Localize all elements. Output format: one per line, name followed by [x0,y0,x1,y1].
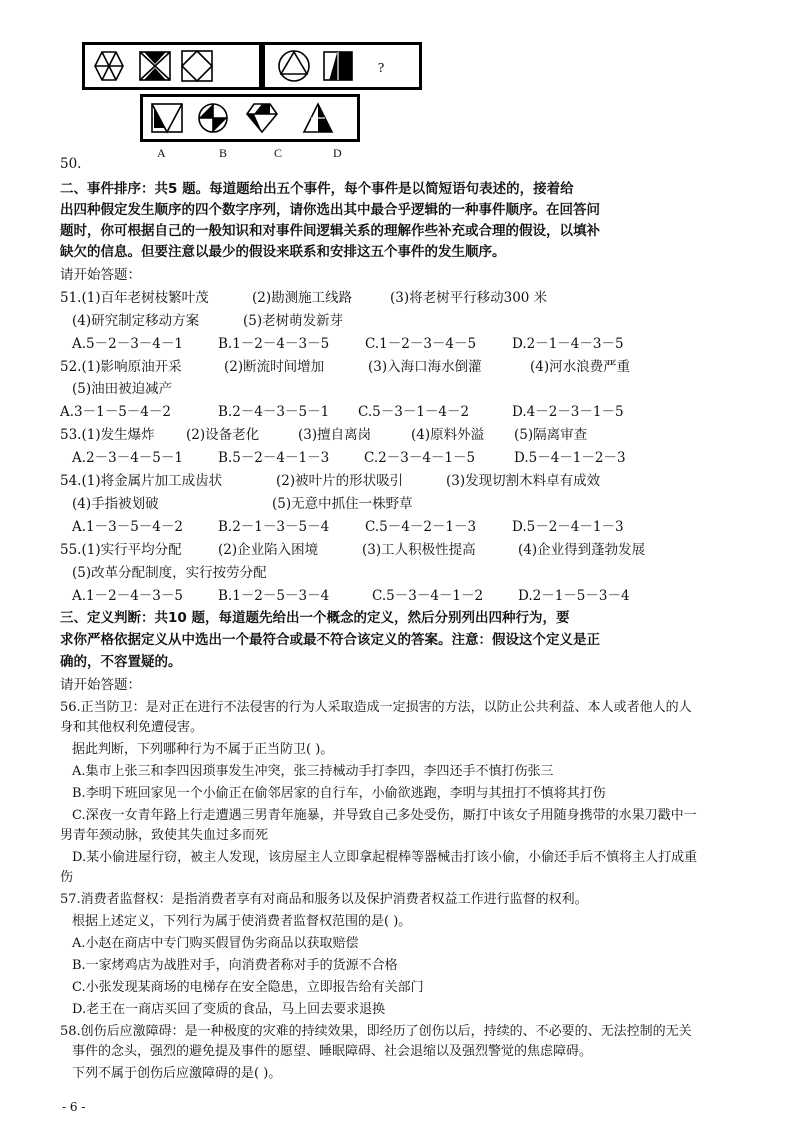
q53-option-c[interactable]: C.2－3－4－1－5 [364,450,476,466]
q53-event: 53.(1)发生爆炸 [60,427,155,443]
q55-event: (4)企业得到蓬勃发展 [518,542,646,558]
q51-event: (5)老树萌发新芽 [243,313,344,329]
q52-event: (2)断流时间增加 [224,359,325,375]
option-label-b: B [219,146,228,160]
q52-option-c[interactable]: C.5－3－1－4－2 [358,404,470,420]
sec3-heading-line1: 三、定义判断：共10 题，每道题先给出一个概念的定义，然后分别列出四种行为，要 [60,610,570,626]
q53-event: (5)隔离审查 [514,427,588,443]
q53-option-a[interactable]: A.2－3－4－5－1 [72,450,183,466]
sec2-start: 请开始答题： [60,267,141,283]
q56-option-a[interactable]: A.集市上张三和李四因琐事发生冲突，张三持械动手打李四，李四还手不慎打伤张三 [72,764,554,779]
q54-event: (2)被叶片的形状吸引 [276,473,404,489]
sec2-heading-line2: 出四种假定发生顺序的四个数字序列，请你选出其中最合乎逻辑的一种事件顺序。在回答问 [60,202,600,218]
q52-option-b[interactable]: B.2－4－3－5－1 [218,404,330,420]
q53-event: (3)擅自离岗 [298,427,372,443]
q52-event: (5)油田被迫减产 [72,381,173,397]
q54-event: (4)手指被划破 [72,496,159,512]
q56-option-d[interactable]: D.某小偷进屋行窃，被主人发现，该房屋主人立即拿起棍棒等器械击打该小偷，小偷还手后不慎将主人打成重 [72,850,698,865]
q51-option-a[interactable]: A.5－2－3－4－1 [72,336,183,352]
q55-option-a[interactable]: A.1－2－4－3－5 [72,588,183,604]
option-label-a: A [157,146,166,160]
q54-option-d[interactable]: D.5－2－4－1－3 [512,519,624,535]
q54-option-c[interactable]: C.5－4－2－1－3 [365,519,477,535]
sec3-heading-line2: 求你严格依据定义从中选出一个最符合或最不符合该定义的答案。注意：假设这个定义是正 [60,632,600,648]
q52-event: 52.(1)影响原油开采 [60,359,182,375]
q55-event: (3)工人积极性提高 [362,542,476,558]
page-number: - 6 - [62,1100,86,1114]
sec2-heading-line3: 题时，你可根据自己的一般知识和对事件间逻辑关系的理解作些补充或合理的假设，以填补 [60,223,600,239]
q51-option-d[interactable]: D.2－1－4－3－5 [512,336,624,352]
q58-definition-cont: 事件的念头，强烈的避免提及事件的愿望、睡眠障碍、社会退缩以及强烈警觉的焦虑障碍。 [72,1044,593,1059]
sec2-heading-line4: 缺欠的信息。但要注意以最少的假设来联系和安排这五个事件的发生顺序。 [60,244,506,260]
question-mark: ? [378,61,385,76]
q55-option-c[interactable]: C.5－3－4－1－2 [372,588,484,604]
q51-event: (2)勘测施工线路 [252,290,353,306]
q55-event: (5)改革分配制度，实行按劳分配 [72,565,267,581]
q57-option-c[interactable]: C.小张发现某商场的电梯存在安全隐患，立即报告给有关部门 [72,980,424,995]
q56-option-d-cont: 伤 [60,870,74,885]
q52-event: (4)河水浪费严重 [530,359,631,375]
figure-row1-right [262,42,422,90]
option-label-d: D [333,146,342,160]
q56-definition: 56.正当防卫：是对正在进行不法侵害的行为人采取造成一定损害的方法，以防止公共利益、本人或者他人的人 [60,700,692,715]
q54-option-b[interactable]: B.2－1－3－5－4 [218,519,330,535]
q51-event: (4)研究制定移动方案 [72,313,200,329]
q53-option-b[interactable]: B.5－2－4－1－3 [218,450,330,466]
q54-event: 54.(1)将金属片加工成齿状 [60,473,223,489]
q55-option-d[interactable]: D.2－1－5－3－4 [518,588,630,604]
q53-event: (2)设备老化 [186,427,260,443]
q55-option-b[interactable]: B.1－2－5－3－4 [218,588,330,604]
q51-event: 51.(1)百年老树枝繁叶茂 [60,290,209,306]
q54-option-a[interactable]: A.1－3－5－4－2 [72,519,183,535]
q56-option-b[interactable]: B.李明下班回家见一个小偷正在偷邻居家的自行车，小偷欲逃跑，李明与其扭打不慎将其打伤 [72,786,606,801]
q56-option-c-cont: 男青年颈动脉，致使其失血过多而死 [60,828,269,843]
q55-event: 55.(1)实行平均分配 [60,542,182,558]
q56-definition-cont: 身和其他权利免遭侵害。 [60,720,204,735]
q56-question: 据此判断，下列哪种行为不属于正当防卫( )。 [72,742,334,757]
q53-option-d[interactable]: D.5－4－1－2－3 [514,450,626,466]
q52-option-d[interactable]: D.4－2－3－1－5 [512,404,624,420]
sec2-heading-line1: 二、事件排序：共5 题。每道题给出五个事件，每个事件是以简短语句表述的，接着给 [60,181,574,197]
q51-option-c[interactable]: C.1－2－3－4－5 [365,336,477,352]
q57-option-a[interactable]: A.小赵在商店中专门购买假冒伪劣商品以获取赔偿 [72,936,359,951]
q56-option-c[interactable]: C.深夜一女青年路上行走遭遇三男青年施暴，并导致自己多处受伤，厮打中该女子用随身携带的水果刀戳中一 [72,808,697,823]
q54-event: (5)无意中抓住一株野草 [272,496,413,512]
figure-options [140,94,360,142]
figure-row1-left [82,42,262,90]
q51-event: (3)将老树平行移动300 米 [390,290,548,306]
q58-question: 下列不属于创伤后应激障碍的是( )。 [72,1066,282,1081]
q53-event: (4)原料外溢 [411,427,485,443]
q57-option-d[interactable]: D.老王在一商店买回了变质的食品，马上回去要求退换 [72,1002,386,1017]
q52-event: (3)入海口海水倒灌 [368,359,482,375]
q52-option-a[interactable]: A.3－1－5－4－2 [60,404,171,420]
q51-option-b[interactable]: B.1－2－4－3－5 [218,336,330,352]
q58-definition: 58.创伤后应激障碍：是一种极度的灾难的持续效果，即经历了创伤以后，持续的、不必要的、无法控制的无关 [60,1024,692,1039]
q57-question: 根据上述定义，下列行为属于使消费者监督权范围的是( )。 [72,914,412,929]
q57-option-b[interactable]: B.一家烤鸡店为战胜对手，向消费者称对手的货源不合格 [72,958,398,973]
q55-event: (2)企业陷入困境 [218,542,319,558]
q54-event: (3)发现切割木料卓有成效 [446,473,601,489]
sec3-heading-line3: 确的，不容置疑的。 [60,654,182,670]
option-label-c: C [274,146,283,160]
question-50-number: 50. [60,156,82,172]
q57-definition: 57.消费者监督权：是指消费者享有对商品和服务以及保护消费者权益工作进行监督的权利。 [60,892,588,907]
sec3-start: 请开始答题： [60,677,141,693]
